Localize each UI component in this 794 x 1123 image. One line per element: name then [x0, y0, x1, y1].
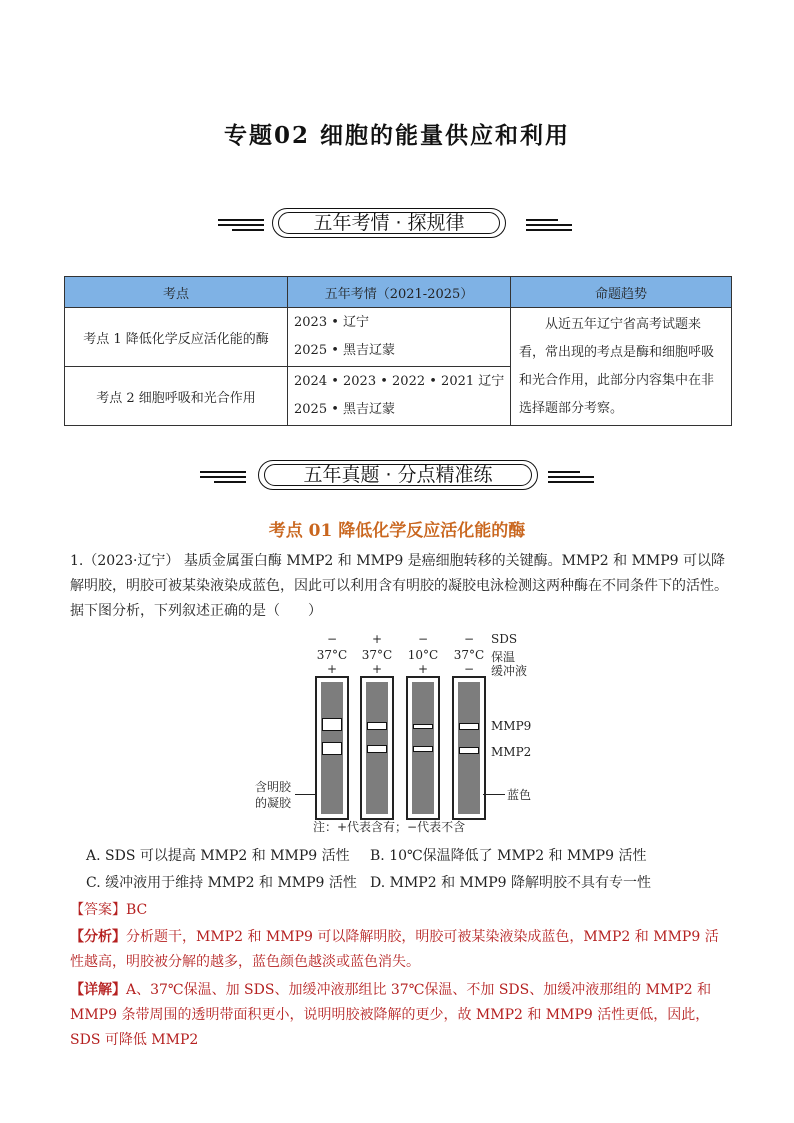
page-title: 专题02 细胞的能量供应和利用: [223, 122, 570, 149]
temp-mark: 37°C: [361, 648, 393, 662]
section-banner-2: [0, 460, 794, 494]
band-mmp9: [322, 718, 342, 731]
buffer-mark: −: [463, 662, 475, 676]
gel-diagram: [255, 630, 555, 835]
analysis-text: 分析题干，MMP2 和 MMP9 可以降解明胶，明胶可被某染液染成蓝色，MMP2 和 MMP9 活性越高，明胶被分解的越多，蓝色颜色越淡或蓝色消失。: [70, 929, 719, 970]
table-cell-point: 考点 1 降低化学反应活化能的酶: [65, 308, 288, 367]
table-header-row: [65, 277, 732, 308]
temp-mark: 10°C: [407, 648, 439, 662]
band-mmp9: [413, 724, 433, 729]
gel-lane-3: [406, 676, 440, 820]
year-line: 2024 • 2023 • 2022 • 2021 辽宁: [294, 374, 505, 389]
sds-mark: −: [326, 632, 338, 646]
table-header: 命题趋势: [511, 277, 732, 308]
exam-table: [64, 276, 732, 426]
section-heading: 考点 01 降低化学反应活化能的酶: [268, 521, 526, 541]
buffer-mark: +: [371, 662, 383, 676]
decor-lines-left: [218, 219, 264, 231]
gel-lane-1: [315, 676, 349, 820]
banner-text: 五年考情 · 探规律: [313, 212, 465, 234]
buffer-mark: +: [417, 662, 429, 676]
gel-label: 含明胶: [255, 780, 292, 794]
year-line: 2023 • 辽宁: [294, 315, 370, 330]
table-cell-point: 考点 2 细胞呼吸和光合作用: [65, 367, 288, 426]
table-cell-years: [288, 367, 511, 426]
analysis-paragraph: [70, 925, 730, 975]
decor-lines-right: [526, 219, 572, 231]
row-label-buffer: 缓冲液: [491, 664, 528, 678]
option-c[interactable]: C. 缓冲液用于维持 MMP2 和 MMP9 活性: [86, 875, 357, 891]
band-mmp2: [459, 747, 479, 754]
table-cell-trend: 从近五年辽宁省高考试题来看，常出现的考点是酶和细胞呼吸和光合作用，此部分内容集中在非选择题部分考察。: [511, 308, 732, 426]
year-line: 2025 • 黑吉辽蒙: [294, 402, 396, 417]
answer-value: BC: [126, 902, 148, 918]
table-row: [65, 308, 732, 367]
buffer-mark: +: [326, 662, 338, 676]
diagram-note: 注：+代表含有；−代表不含: [313, 820, 466, 834]
decor-lines-right: [548, 471, 594, 483]
sds-mark: −: [463, 632, 475, 646]
answer-label: 【答案】: [70, 902, 126, 918]
blue-label: 蓝色: [507, 788, 532, 802]
band-mmp2: [322, 742, 342, 755]
analysis-label: 【分析】: [70, 929, 126, 945]
sds-mark: −: [417, 632, 429, 646]
question-stem: 1.（2023·辽宁） 基质金属蛋白酶 MMP2 和 MMP9 是癌细胞转移的关键酶。MMP2 和 MMP9 可以降解明胶，明胶可被某染液染成蓝色，因此可以利用含有明胶的凝胶电泳检测这两种酶在不同条件下的活性。据下图分析，下列叙述正确的是（ ）: [70, 553, 728, 619]
detail-paragraph: [70, 978, 730, 1053]
sds-mark: +: [371, 632, 383, 646]
option-a[interactable]: A. SDS 可以提高 MMP2 和 MMP9 活性: [86, 848, 350, 864]
detail-label: 【详解】: [70, 982, 126, 998]
option-d[interactable]: D. MMP2 和 MMP9 降解明胶不具有专一性: [370, 875, 651, 891]
temp-mark: 37°C: [453, 648, 485, 662]
option-b[interactable]: B. 10℃保温降低了 MMP2 和 MMP9 活性: [370, 848, 647, 864]
gel-lane-4: [452, 676, 486, 820]
pointer-line: [483, 794, 505, 795]
table-cell-years: [288, 308, 511, 367]
table-header: 考点: [65, 277, 288, 308]
label-mmp9: MMP9: [491, 719, 532, 733]
decor-lines-left: [200, 471, 246, 483]
temp-mark: 37°C: [316, 648, 348, 662]
banner-text: 五年真题 · 分点精准练: [303, 464, 493, 486]
row-label-sds: SDS: [491, 632, 518, 646]
banner-pill: [258, 460, 538, 490]
year-line: 2025 • 黑吉辽蒙: [294, 343, 396, 358]
band-mmp2: [413, 746, 433, 752]
band-mmp9: [459, 723, 479, 730]
table-header: 五年考情（2021-2025）: [288, 277, 511, 308]
gel-lane-2: [360, 676, 394, 820]
label-mmp2: MMP2: [491, 745, 532, 759]
band-mmp9: [367, 722, 387, 730]
banner-pill: [272, 208, 506, 238]
section-banner-1: [0, 208, 794, 242]
pointer-line: [295, 794, 317, 795]
detail-text: A、37℃保温、加 SDS、加缓冲液那组比 37℃保温、不加 SDS、加缓冲液那组的 MMP2 和 MMP9 条带周围的透明带面积更小，说明明胶被降解的更少，故 MMP2 和 MMP9 活性更低，因此，SDS 可降低 MMP2: [70, 982, 712, 1048]
gel-label: 的凝胶: [255, 796, 292, 810]
row-label-temp: 保温: [491, 650, 516, 664]
answer-line: [70, 899, 147, 919]
band-mmp2: [367, 745, 387, 753]
